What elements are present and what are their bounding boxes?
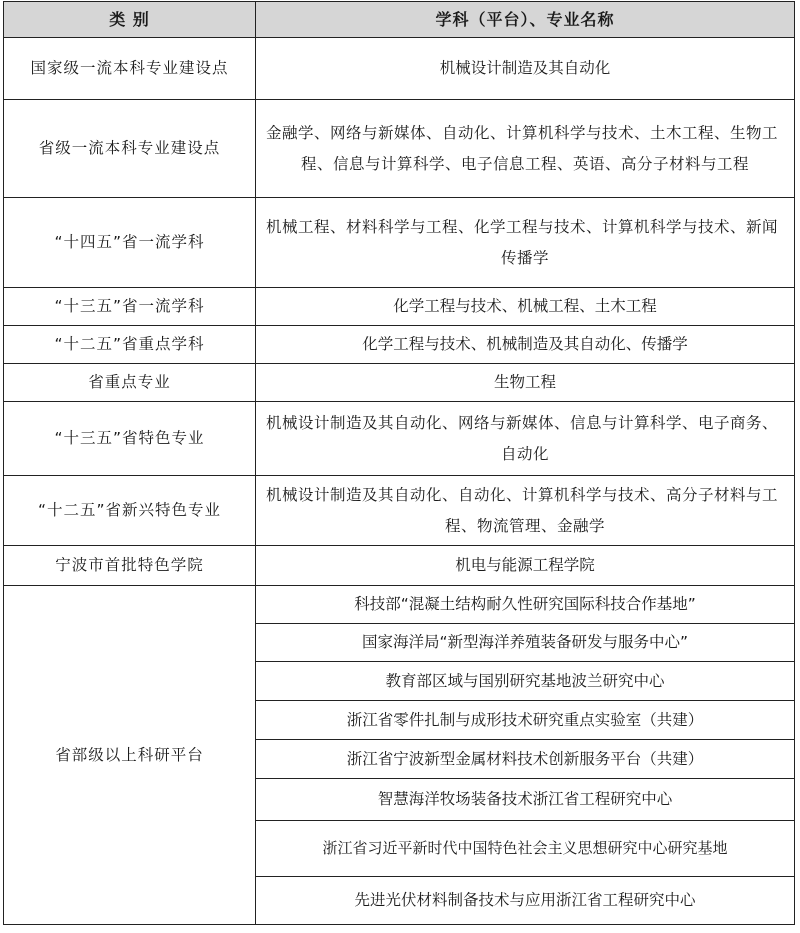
table-header-row bbox=[4, 2, 795, 38]
platform-item: 浙江省习近平新时代中国特色社会主义思想研究中心研究基地 bbox=[256, 821, 795, 877]
row-value: 机械设计制造及其自动化、自动化、计算机科学与技术、高分子材料与工程、物流管理、金融学 bbox=[256, 476, 795, 546]
table-row bbox=[4, 198, 795, 288]
table-row bbox=[4, 546, 795, 586]
header-category: 类 别 bbox=[4, 2, 256, 38]
platform-item: 浙江省宁波新型金属材料技术创新服务平台（共建） bbox=[256, 740, 795, 779]
row-value: 生物工程 bbox=[256, 364, 795, 402]
row-category: 国家级一流本科专业建设点 bbox=[4, 38, 256, 100]
table-row bbox=[4, 364, 795, 402]
platforms-category: 省部级以上科研平台 bbox=[4, 586, 256, 925]
table-row bbox=[4, 100, 795, 198]
row-value: 机电与能源工程学院 bbox=[256, 546, 795, 586]
row-category: “十二五”省新兴特色专业 bbox=[4, 476, 256, 546]
table-row bbox=[4, 586, 795, 624]
table-row bbox=[4, 476, 795, 546]
table-row bbox=[4, 402, 795, 476]
header-name: 学科（平台）、专业名称 bbox=[256, 2, 795, 38]
platform-item: 科技部“混凝土结构耐久性研究国际科技合作基地” bbox=[256, 586, 795, 624]
row-value: 机械工程、材料科学与工程、化学工程与技术、计算机科学与技术、新闻传播学 bbox=[256, 198, 795, 288]
platform-item: 智慧海洋牧场装备技术浙江省工程研究中心 bbox=[256, 779, 795, 821]
row-category: 省重点专业 bbox=[4, 364, 256, 402]
row-value: 化学工程与技术、机械制造及其自动化、传播学 bbox=[256, 326, 795, 364]
table-row bbox=[4, 326, 795, 364]
platform-item: 浙江省零件扎制与成形技术研究重点实验室（共建） bbox=[256, 701, 795, 740]
row-value: 化学工程与技术、机械工程、土木工程 bbox=[256, 288, 795, 326]
row-value: 机械设计制造及其自动化、网络与新媒体、信息与计算科学、电子商务、自动化 bbox=[256, 402, 795, 476]
disciplines-table bbox=[3, 1, 795, 925]
row-value: 机械设计制造及其自动化 bbox=[256, 38, 795, 100]
row-category: 宁波市首批特色学院 bbox=[4, 546, 256, 586]
row-value: 金融学、网络与新媒体、自动化、计算机科学与技术、土木工程、生物工程、信息与计算科学、电子信息工程、英语、高分子材料与工程 bbox=[256, 100, 795, 198]
table-row bbox=[4, 288, 795, 326]
row-category: “十四五”省一流学科 bbox=[4, 198, 256, 288]
row-category: “十二五”省重点学科 bbox=[4, 326, 256, 364]
platform-item: 先进光伏材料制备技术与应用浙江省工程研究中心 bbox=[256, 877, 795, 925]
row-category: “十三五”省特色专业 bbox=[4, 402, 256, 476]
platform-item: 教育部区域与国别研究基地波兰研究中心 bbox=[256, 662, 795, 701]
row-category: 省级一流本科专业建设点 bbox=[4, 100, 256, 198]
row-category: “十三五”省一流学科 bbox=[4, 288, 256, 326]
platform-item: 国家海洋局“新型海洋养殖装备研发与服务中心” bbox=[256, 624, 795, 662]
table-row bbox=[4, 38, 795, 100]
